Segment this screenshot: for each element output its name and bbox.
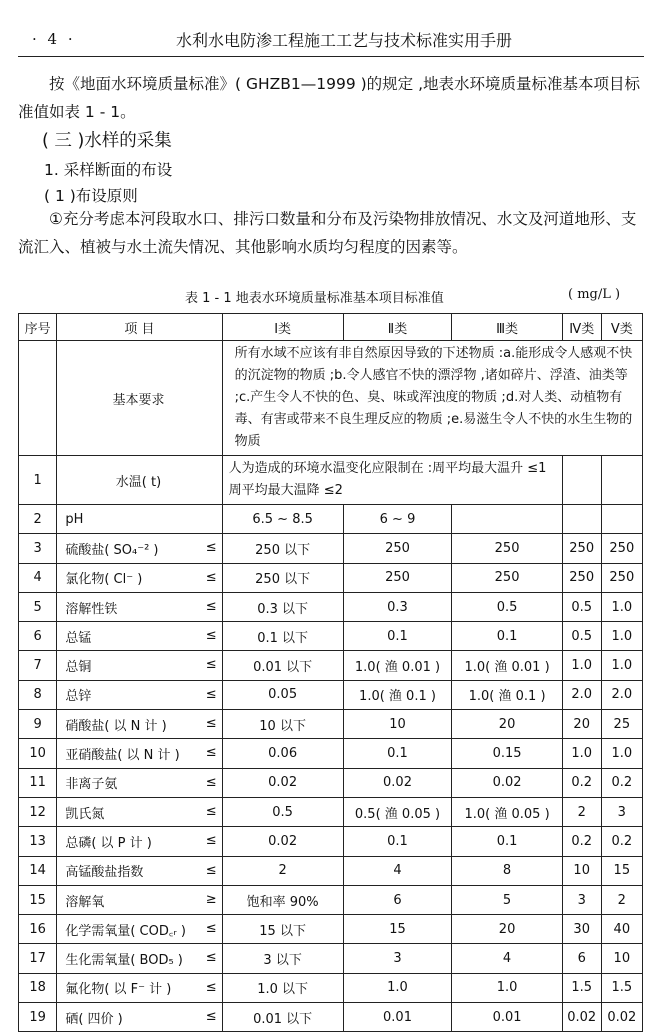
class3-value: 250 [452,534,562,563]
table-row [19,827,643,856]
comparison-sign: ≤ [205,569,217,585]
row-item [57,739,222,768]
class2-value: 0.01 [343,1003,452,1032]
class1-value: 0.3 以下 [222,592,343,621]
class3-value: 0.02 [452,768,562,797]
class2-value: 0.3 [343,592,452,621]
table-unit: ( mg/L ) [568,287,621,302]
class5-value: 0.2 [601,768,642,797]
class1-value: 0.02 [222,768,343,797]
comparison-sign: ≤ [205,950,217,966]
class2-value: 4 [343,856,452,885]
table-row [19,622,643,651]
row-item [57,1003,222,1032]
item-name: 非离子氨 [65,777,118,793]
intro-paragraph: 按《地面水环境质量标准》( GHZB1—1999 )的规定 ,地表水环境质量标准基本项目标准值如表 1 - 1。 [18,75,641,121]
header-class2: Ⅱ类 [343,314,452,341]
class2-value: 6 [343,885,452,914]
class1-value: 3 以下 [222,944,343,973]
table-row [19,505,643,534]
row-no: 10 [19,739,57,768]
class3-value: 0.1 [452,827,562,856]
basic-text: 所有水域不应该有非自然原因导致的下述物质 :a.能形成令人感观不快的沉淀物的物质 ;b.令人感官不快的漂浮物 ,诸如碎片、浮渣、油类等 ;c.产生令人不快的色、臭、味或浑浊度的物质 ;d.对人类、动植物有毒、有害或带来不良生理反应的物质 ;e.易滋生令人不快的水生生物的物质 [222,341,642,456]
class4-value: 2.0 [562,680,601,709]
row-item [57,944,222,973]
page-number: · 4 · [32,30,76,48]
row-no: 8 [19,680,57,709]
class1-value: 2 [222,856,343,885]
class2-value: 0.1 [343,739,452,768]
section-heading: ( 三 )水样的采集 [42,131,172,151]
class1-value: 6.5 ~ 8.5 [222,505,343,534]
row-no: 19 [19,1003,57,1032]
class3-value: 250 [452,563,562,592]
class3-value [452,505,562,534]
table-row [19,856,643,885]
row-no: 11 [19,768,57,797]
comparison-sign: ≤ [205,862,217,878]
table-row [19,768,643,797]
header-class5: Ⅴ类 [601,314,642,341]
table-row [19,563,643,592]
class1-value: 10 以下 [222,710,343,739]
row-item [57,651,222,680]
class5-value: 250 [601,563,642,592]
class4-value: 0.5 [562,592,601,621]
row-no: 1 [19,456,57,505]
class3-value: 20 [452,915,562,944]
class5-value [601,505,642,534]
comparison-sign: ≤ [205,833,217,849]
class1-value: 0.5 [222,797,343,826]
basic-requirement-row [19,341,643,456]
class4-value: 0.5 [562,622,601,651]
class5-value: 1.5 [601,973,642,1002]
item-name: pH [65,511,84,527]
class4-value: 250 [562,563,601,592]
class1-value: 0.06 [222,739,343,768]
comparison-sign: ≤ [205,745,217,761]
class4-value: 0.02 [562,1003,601,1032]
item-name: 硒( 四价 ) [65,1011,123,1027]
comparison-sign: ≥ [205,891,217,907]
class1-value: 0.05 [222,680,343,709]
row-no: 18 [19,973,57,1002]
class1-value: 1.0 以下 [222,973,343,1002]
item-name: 高锰酸盐指数 [65,865,144,881]
row-no: 13 [19,827,57,856]
row-item [57,915,222,944]
item-name: 亚硝酸盐( 以 N 计 ) [65,748,180,764]
class3-value: 0.01 [452,1003,562,1032]
item-name: 硝酸盐( 以 N 计 ) [65,718,167,734]
class5-value: 2.0 [601,680,642,709]
class1-value: 0.01 以下 [222,1003,343,1032]
row-no: 12 [19,797,57,826]
class1-value: 250 以下 [222,563,343,592]
row-no: 4 [19,563,57,592]
class2-value: 1.0( 渔 0.1 ) [343,680,452,709]
item-name: 溶解氧 [65,894,105,910]
class3-value: 0.5 [452,592,562,621]
class4-value: 1.0 [562,651,601,680]
class3-value: 20 [452,710,562,739]
class4-value: 3 [562,885,601,914]
row-no: 6 [19,622,57,651]
row-no: 2 [19,505,57,534]
row-item [57,973,222,1002]
class5-value: 1.0 [601,739,642,768]
item-name: 硫酸盐( SO₄⁻² ) [65,542,159,558]
row-item [57,680,222,709]
class1-value: 15 以下 [222,915,343,944]
class5-value: 15 [601,856,642,885]
class2-value: 0.5( 渔 0.05 ) [343,797,452,826]
item-name: 总锌 [65,689,92,705]
table-row [19,534,643,563]
class4-value: 0.2 [562,768,601,797]
class5-value: 25 [601,710,642,739]
class4-value: 20 [562,710,601,739]
header-no: 序号 [19,314,57,341]
principle-paragraph: ①充分考虑本河段取水口、排污口数量和分布及污染物排放情况、水文及河道地形、支流汇入、植被与水土流失情况、其他影响水质均匀程度的因素等。 [18,210,637,256]
table-row [19,797,643,826]
table-row [19,680,643,709]
class2-value: 250 [343,563,452,592]
table-row [19,592,643,621]
comparison-sign: ≤ [205,774,217,790]
row-item [57,592,222,621]
class3-value: 1.0 [452,973,562,1002]
item-name: 化学需氧量( COD꜀ᵣ ) [65,923,186,939]
row-no: 15 [19,885,57,914]
class2-value: 0.1 [343,827,452,856]
row-item [57,827,222,856]
class4-value: 250 [562,534,601,563]
row-item [57,710,222,739]
class3-value: 1.0( 渔 0.05 ) [452,797,562,826]
class3-value: 1.0( 渔 0.01 ) [452,651,562,680]
table-row [19,739,643,768]
class2-value: 6 ~ 9 [343,505,452,534]
book-title: 水利水电防渗工程施工工艺与技术标准实用手册 [176,31,513,50]
item-name: 生化需氧量( BOD₅ ) [65,953,183,969]
table-row [19,944,643,973]
header-class4: Ⅳ类 [562,314,601,341]
class4-value: 1.5 [562,973,601,1002]
comparison-sign: ≤ [205,628,217,644]
table-row [19,1003,643,1032]
item-name: 氯化物( Cl⁻ ) [65,572,143,588]
basic-label: 基本要求 [57,341,222,456]
class5-value: 250 [601,534,642,563]
item-name: 总铜 [65,660,92,676]
class1-value: 饱和率 90% [222,885,343,914]
class5-value: 0.02 [601,1003,642,1032]
class4-value: 10 [562,856,601,885]
item-name: 溶解性铁 [65,601,118,617]
comparison-sign: ≤ [205,540,217,556]
table-row [19,915,643,944]
class2-value: 3 [343,944,452,973]
comparison-sign: ≤ [205,979,217,995]
class5-value: 0.2 [601,827,642,856]
row-item [57,856,222,885]
class3-value: 0.15 [452,739,562,768]
comparison-sign: ≤ [205,686,217,702]
row-item [57,885,222,914]
class3-value: 1.0( 渔 0.1 ) [452,680,562,709]
table-row [19,710,643,739]
temp-text: 人为造成的环境水温变化应限制在 :周平均最大温升 ≤1 周平均最大温降 ≤2 [222,456,562,505]
page-header [18,28,646,50]
class2-value: 0.1 [343,622,452,651]
row-no: 16 [19,915,57,944]
item-name: 氟化物( 以 F⁻ 计 ) [65,982,172,998]
comparison-sign: ≤ [205,716,217,732]
table-row [19,973,643,1002]
class5-value: 2 [601,885,642,914]
row-item [57,797,222,826]
row-no: 9 [19,710,57,739]
class5-value: 1.0 [601,622,642,651]
class2-value: 15 [343,915,452,944]
table-caption: 表 1 - 1 地表水环境质量标准基本项目标准值 [185,291,444,306]
comparison-sign: ≤ [205,921,217,937]
class5-value: 10 [601,944,642,973]
row-item [57,534,222,563]
class5-value: 40 [601,915,642,944]
class3-value: 5 [452,885,562,914]
row-no: 3 [19,534,57,563]
comparison-sign: ≤ [205,1009,217,1025]
class2-value: 1.0 [343,973,452,1002]
comparison-sign: ≤ [205,803,217,819]
row-item [57,768,222,797]
class4-value: 6 [562,944,601,973]
header-item: 项 目 [57,314,222,341]
row-item [57,563,222,592]
item-name: 总磷( 以 P 计 ) [65,835,152,851]
row-item [57,505,222,534]
table-row [19,651,643,680]
class2-value: 0.02 [343,768,452,797]
class4-value [562,505,601,534]
item-name: 总锰 [65,630,92,646]
item-name: 凯氏氮 [65,806,105,822]
class1-value: 0.01 以下 [222,651,343,680]
temp-label: 水温( t) [57,456,222,505]
water-temp-row [19,456,643,505]
class4-value: 0.2 [562,827,601,856]
row-no: 14 [19,856,57,885]
comparison-sign: ≤ [205,657,217,673]
table-header-row [19,314,643,341]
header-class1: Ⅰ类 [222,314,343,341]
header-class3: Ⅲ类 [452,314,562,341]
comparison-sign: ≤ [205,598,217,614]
row-item [57,622,222,651]
class5-value: 3 [601,797,642,826]
class4-value: 2 [562,797,601,826]
class3-value: 4 [452,944,562,973]
class4-value: 30 [562,915,601,944]
class5-value: 1.0 [601,651,642,680]
header-rule [18,56,644,57]
subsection-heading: 1. 采样断面的布设 [44,161,173,179]
class2-value: 250 [343,534,452,563]
class5-value: 1.0 [601,592,642,621]
row-no: 5 [19,592,57,621]
row-no: 7 [19,651,57,680]
class2-value: 10 [343,710,452,739]
row-no: 17 [19,944,57,973]
class1-value: 0.02 [222,827,343,856]
class3-value: 0.1 [452,622,562,651]
water-quality-table [18,313,643,1032]
class4-value: 1.0 [562,739,601,768]
class1-value: 250 以下 [222,534,343,563]
class3-value: 8 [452,856,562,885]
subsubsection-heading: ( 1 )布设原则 [44,187,138,205]
table-row [19,885,643,914]
class1-value: 0.1 以下 [222,622,343,651]
class2-value: 1.0( 渔 0.01 ) [343,651,452,680]
